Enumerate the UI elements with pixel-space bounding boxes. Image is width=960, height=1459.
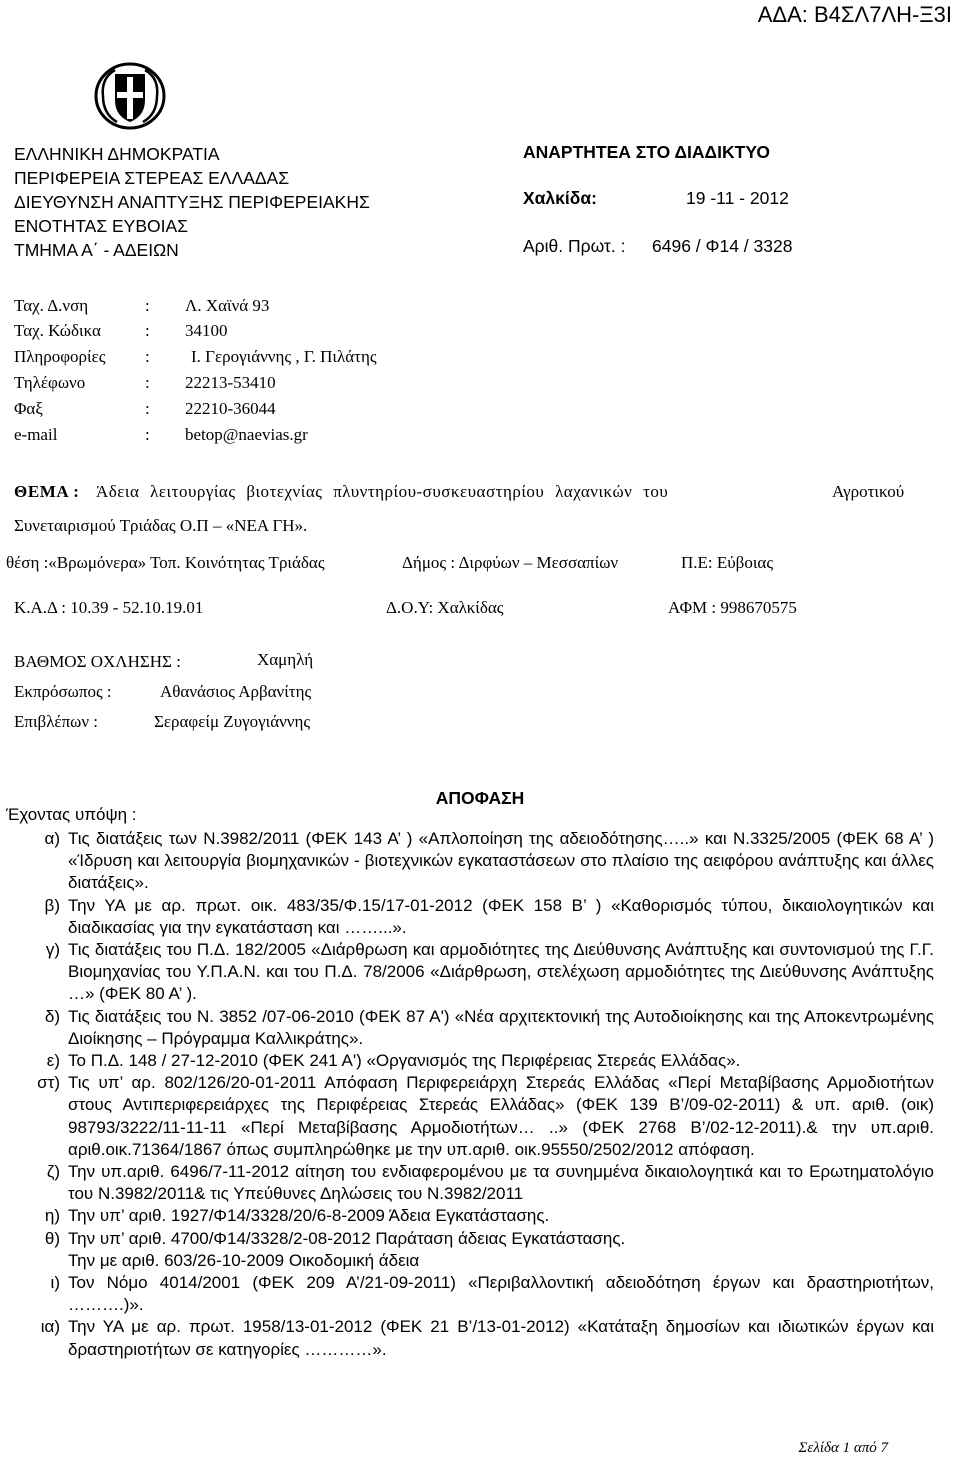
issuer-block bbox=[14, 142, 370, 262]
item-text: Την ΥΑ με αρ. πρωτ. 1958/13-01-2012 (ΦΕΚ 21 Β’/13-01-2012) «Κατάταξη δημοσίων και ιδιωτικών έργων και δραστηριοτήτων σε κατηγορίες …………». bbox=[68, 1317, 934, 1359]
contact-value: Λ. Χαϊνά 93 bbox=[185, 296, 270, 315]
location-municipality: Δήμος : Διρφύων – Μεσσαπίων bbox=[402, 553, 619, 572]
contact-value: 22213-53410 bbox=[185, 373, 276, 392]
item-text: Τις διατάξεις του Π.Δ. 182/2005 «Διάρθρωση και αρμοδιότητες της Διεύθυνσης Ανάπτυξης και συντονισμού της Γ.Γ. Βιομηχανίας του Υ.Π.Α.Ν. και του Π.Δ. 78/2006 «Διάρθρωση, στελέχωση αρμοδιότητες της Διεύθυνσης Ανάπτυξης …» (ΦΕΚ 80 Α’ ). bbox=[68, 940, 934, 1004]
issuer-line: ΠΕΡΙΦΕΡΕΙΑ ΣΤΕΡΕΑΣ ΕΛΛΑΔΑΣ bbox=[14, 168, 290, 188]
list-item bbox=[14, 1161, 934, 1205]
contact-key: Ταχ. Δ.νση bbox=[14, 296, 89, 315]
issuer-line: ΕΝΟΤΗΤΑΣ ΕΥΒΟΙΑΣ bbox=[14, 216, 188, 236]
item-label: ζ) bbox=[46, 1162, 60, 1182]
posted-online-note: ΑΝΑΡΤΗΤΕΑ ΣΤΟ ΔΙΑΔΙΚΤΥΟ bbox=[523, 142, 770, 162]
issuer-line: ΕΛΛΗΝΙΚΗ ΔΗΜΟΚΡΑΤΙΑ bbox=[14, 144, 220, 164]
item-text: Την υπ.αριθ. 6496/7-11-2012 αίτηση του ενδιαφερομένου με τα συνημμένα δικαιολογητικά και το Ερωτηματολόγιο του Ν.3982/2011& τις Υπεύθυνες Δηλώσεις του Ν.3982/2011 bbox=[68, 1162, 934, 1204]
page-number: Σελίδα 1 από 7 bbox=[798, 1440, 888, 1456]
item-label: στ) bbox=[37, 1073, 60, 1093]
contact-key: Ταχ. Κώδικα bbox=[14, 321, 101, 340]
considering-intro: Έχοντας υπόψη : bbox=[6, 805, 137, 824]
list-item bbox=[14, 1228, 934, 1250]
considerations-list bbox=[14, 828, 934, 1361]
contact-value: 34100 bbox=[185, 321, 228, 340]
item-label: α) bbox=[44, 829, 60, 848]
item-label: ια) bbox=[40, 1317, 60, 1337]
representative-name: Αθανάσιος Αρβανίτης bbox=[160, 682, 312, 701]
item-label: ε) bbox=[46, 1051, 60, 1071]
list-item bbox=[14, 1072, 934, 1161]
place-label: Χαλκίδα: bbox=[523, 188, 597, 208]
location-regional-unit: Π.Ε: Εύβοιας bbox=[681, 553, 774, 572]
document-date: 19 -11 - 2012 bbox=[686, 188, 789, 208]
subject-text-line2: Συνεταιρισμού Τριάδας Ο.Π – «ΝΕΑ ΓΗ». bbox=[14, 516, 308, 535]
list-item bbox=[14, 895, 934, 939]
contact-key: e-mail bbox=[14, 425, 58, 444]
item-text: Την υπ’ αριθ. 1927/Φ14/3328/20/6-8-2009 Άδεια Εγκατάστασης. bbox=[68, 1206, 550, 1226]
coat-of-arms-emblem bbox=[93, 62, 167, 130]
location-place: θέση :«Βρωμόνερα» Τοπ. Κοινότητας Τριάδας bbox=[6, 553, 325, 572]
item-label: β) bbox=[44, 895, 60, 915]
item-text: Το Π.Δ. 148 / 27-12-2010 (ΦΕΚ 241 Α') «Οργανισμός της Περιφέρειας Στερεάς Ελλάδας». bbox=[68, 1051, 741, 1071]
item-text: Τις διατάξεις του Ν. 3852 /07-06-2010 (ΦΕΚ 87 Α') «Νέα αρχιτεκτονική της Αυτοδιοίκησης και της Αποκεντρωμένης Διοίκησης – Πρόγραμμα Καλλικράτης». bbox=[68, 1006, 934, 1048]
list-item bbox=[14, 828, 934, 895]
nuisance-degree-label: ΒΑΘΜΟΣ ΟΧΛΗΣΗΣ : bbox=[14, 652, 181, 671]
subject-text-line1-end: Αγροτικού bbox=[832, 482, 905, 501]
activity-code: Κ.Α.Δ : 10.39 - 52.10.19.01 bbox=[14, 598, 204, 617]
list-item bbox=[14, 1205, 934, 1227]
subject-text-line1: Άδεια λειτουργίας βιοτεχνίας πλυντηρίου-συσκευαστηρίου λαχανικών του bbox=[96, 482, 669, 501]
tax-office: Δ.Ο.Υ: Χαλκίδας bbox=[386, 598, 504, 617]
representative-label: Εκπρόσωπος : bbox=[14, 682, 112, 701]
tax-id: ΑΦΜ : 998670575 bbox=[668, 598, 797, 617]
item-label: γ) bbox=[45, 940, 60, 960]
item-text: Τον Νόμο 4014/2001 (ΦΕΚ 209 Α’/21-09-2011) «Περιβαλλοντική αδειοδότηση έργων και δραστηριοτήτων, ……….)». bbox=[68, 1273, 934, 1315]
supervisor-label: Επιβλέπων : bbox=[14, 712, 99, 731]
contact-key: Πληροφορίες bbox=[14, 347, 106, 366]
issuer-line: ΤΜΗΜΑ Α΄ - ΑΔΕΙΩΝ bbox=[14, 240, 179, 260]
protocol-number: 6496 / Φ14 / 3328 bbox=[652, 236, 793, 256]
issuer-line: ΔΙΕΥΘΥΝΣΗ ΑΝΑΠΤΥΞΗΣ ΠΕΡΙΦΕΡΕΙΑΚΗΣ bbox=[14, 192, 370, 212]
subject-label: ΘΕΜΑ : bbox=[14, 482, 80, 501]
list-item bbox=[14, 1250, 934, 1272]
item-label: η) bbox=[44, 1206, 60, 1226]
item-text: Την υπ’ αριθ. 4700/Φ14/3328/2-08-2012 Παράταση άδειας Εγκατάστασης. bbox=[68, 1228, 626, 1248]
list-item bbox=[14, 1006, 934, 1050]
item-text: Τις διατάξεις των Ν.3982/2011 (ΦΕΚ 143 Α’ ) «Απλοποίηση της αδειοδότησης…..» και Ν.3325/2005 (ΦΕΚ 68 Α’ ) «Ίδρυση και λειτουργία βιομηχανικών - βιοτεχνικών εγκαταστάσεων στο πλαίσιο της αειφόρου ανάπτυξης και άλλες διατάξεις». bbox=[68, 829, 934, 893]
protocol-label: Αριθ. Πρωτ. : bbox=[523, 236, 626, 256]
contact-value: betop@naevias.gr bbox=[185, 425, 308, 444]
item-label: δ) bbox=[44, 1006, 60, 1026]
list-item bbox=[14, 939, 934, 1006]
decision-title: ΑΠΟΦΑΣΗ bbox=[435, 788, 525, 808]
contact-value: Ι. Γερογιάννης , Γ. Πιλάτης bbox=[191, 347, 377, 366]
item-label: ι) bbox=[50, 1273, 60, 1293]
list-item bbox=[14, 1050, 934, 1072]
item-text: Την με αριθ. 603/26-10-2009 Οικοδομική άδεια bbox=[68, 1250, 420, 1270]
list-item bbox=[14, 1272, 934, 1316]
ada-code: ΑΔΑ: Β4ΣΛ7ΛΗ-Ξ3Ι bbox=[757, 2, 952, 27]
item-label: θ) bbox=[44, 1228, 60, 1248]
contact-value: 22210-36044 bbox=[185, 399, 276, 418]
item-text: Τις υπ’ αρ. 802/126/20-01-2011 Απόφαση Περιφερειάρχη Στερεάς Ελλάδας «Περί Μεταβίβασης Αρμοδιοτήτων στους Αντιπεριφερειάρχες της Περιφέρειας Στερεάς Ελλάδας» (ΦΕΚ 139 Β’/09-02-2011) & υπ. αριθ. (οικ) 98793/3222/11-11-11 «Περί Μεταβίβασης Αρμοδιοτήτων… ..» (ΦΕΚ 2768 Β’/02-12-2011).& την υπ.αριθ. αριθ.οικ.71364/1867 όπως συμπληρώθηκε με την υπ.αριθ. οικ.95550/2502/2012 απόφαση. bbox=[68, 1073, 934, 1159]
nuisance-degree-value: Χαμηλή bbox=[257, 650, 314, 669]
contact-key: Φαξ bbox=[14, 399, 43, 418]
contact-key: Τηλέφωνο bbox=[14, 373, 86, 392]
item-text: Την ΥΑ με αρ. πρωτ. οικ. 483/35/Φ.15/17-01-2012 (ΦΕΚ 158 Β’ ) «Καθορισμός τύπου, δικαιολογητικών και διαδικασίας για την εγκατάσταση και ……...». bbox=[68, 895, 934, 937]
supervisor-name: Σεραφείμ Ζυγογιάννης bbox=[154, 712, 311, 731]
list-item bbox=[14, 1316, 934, 1360]
